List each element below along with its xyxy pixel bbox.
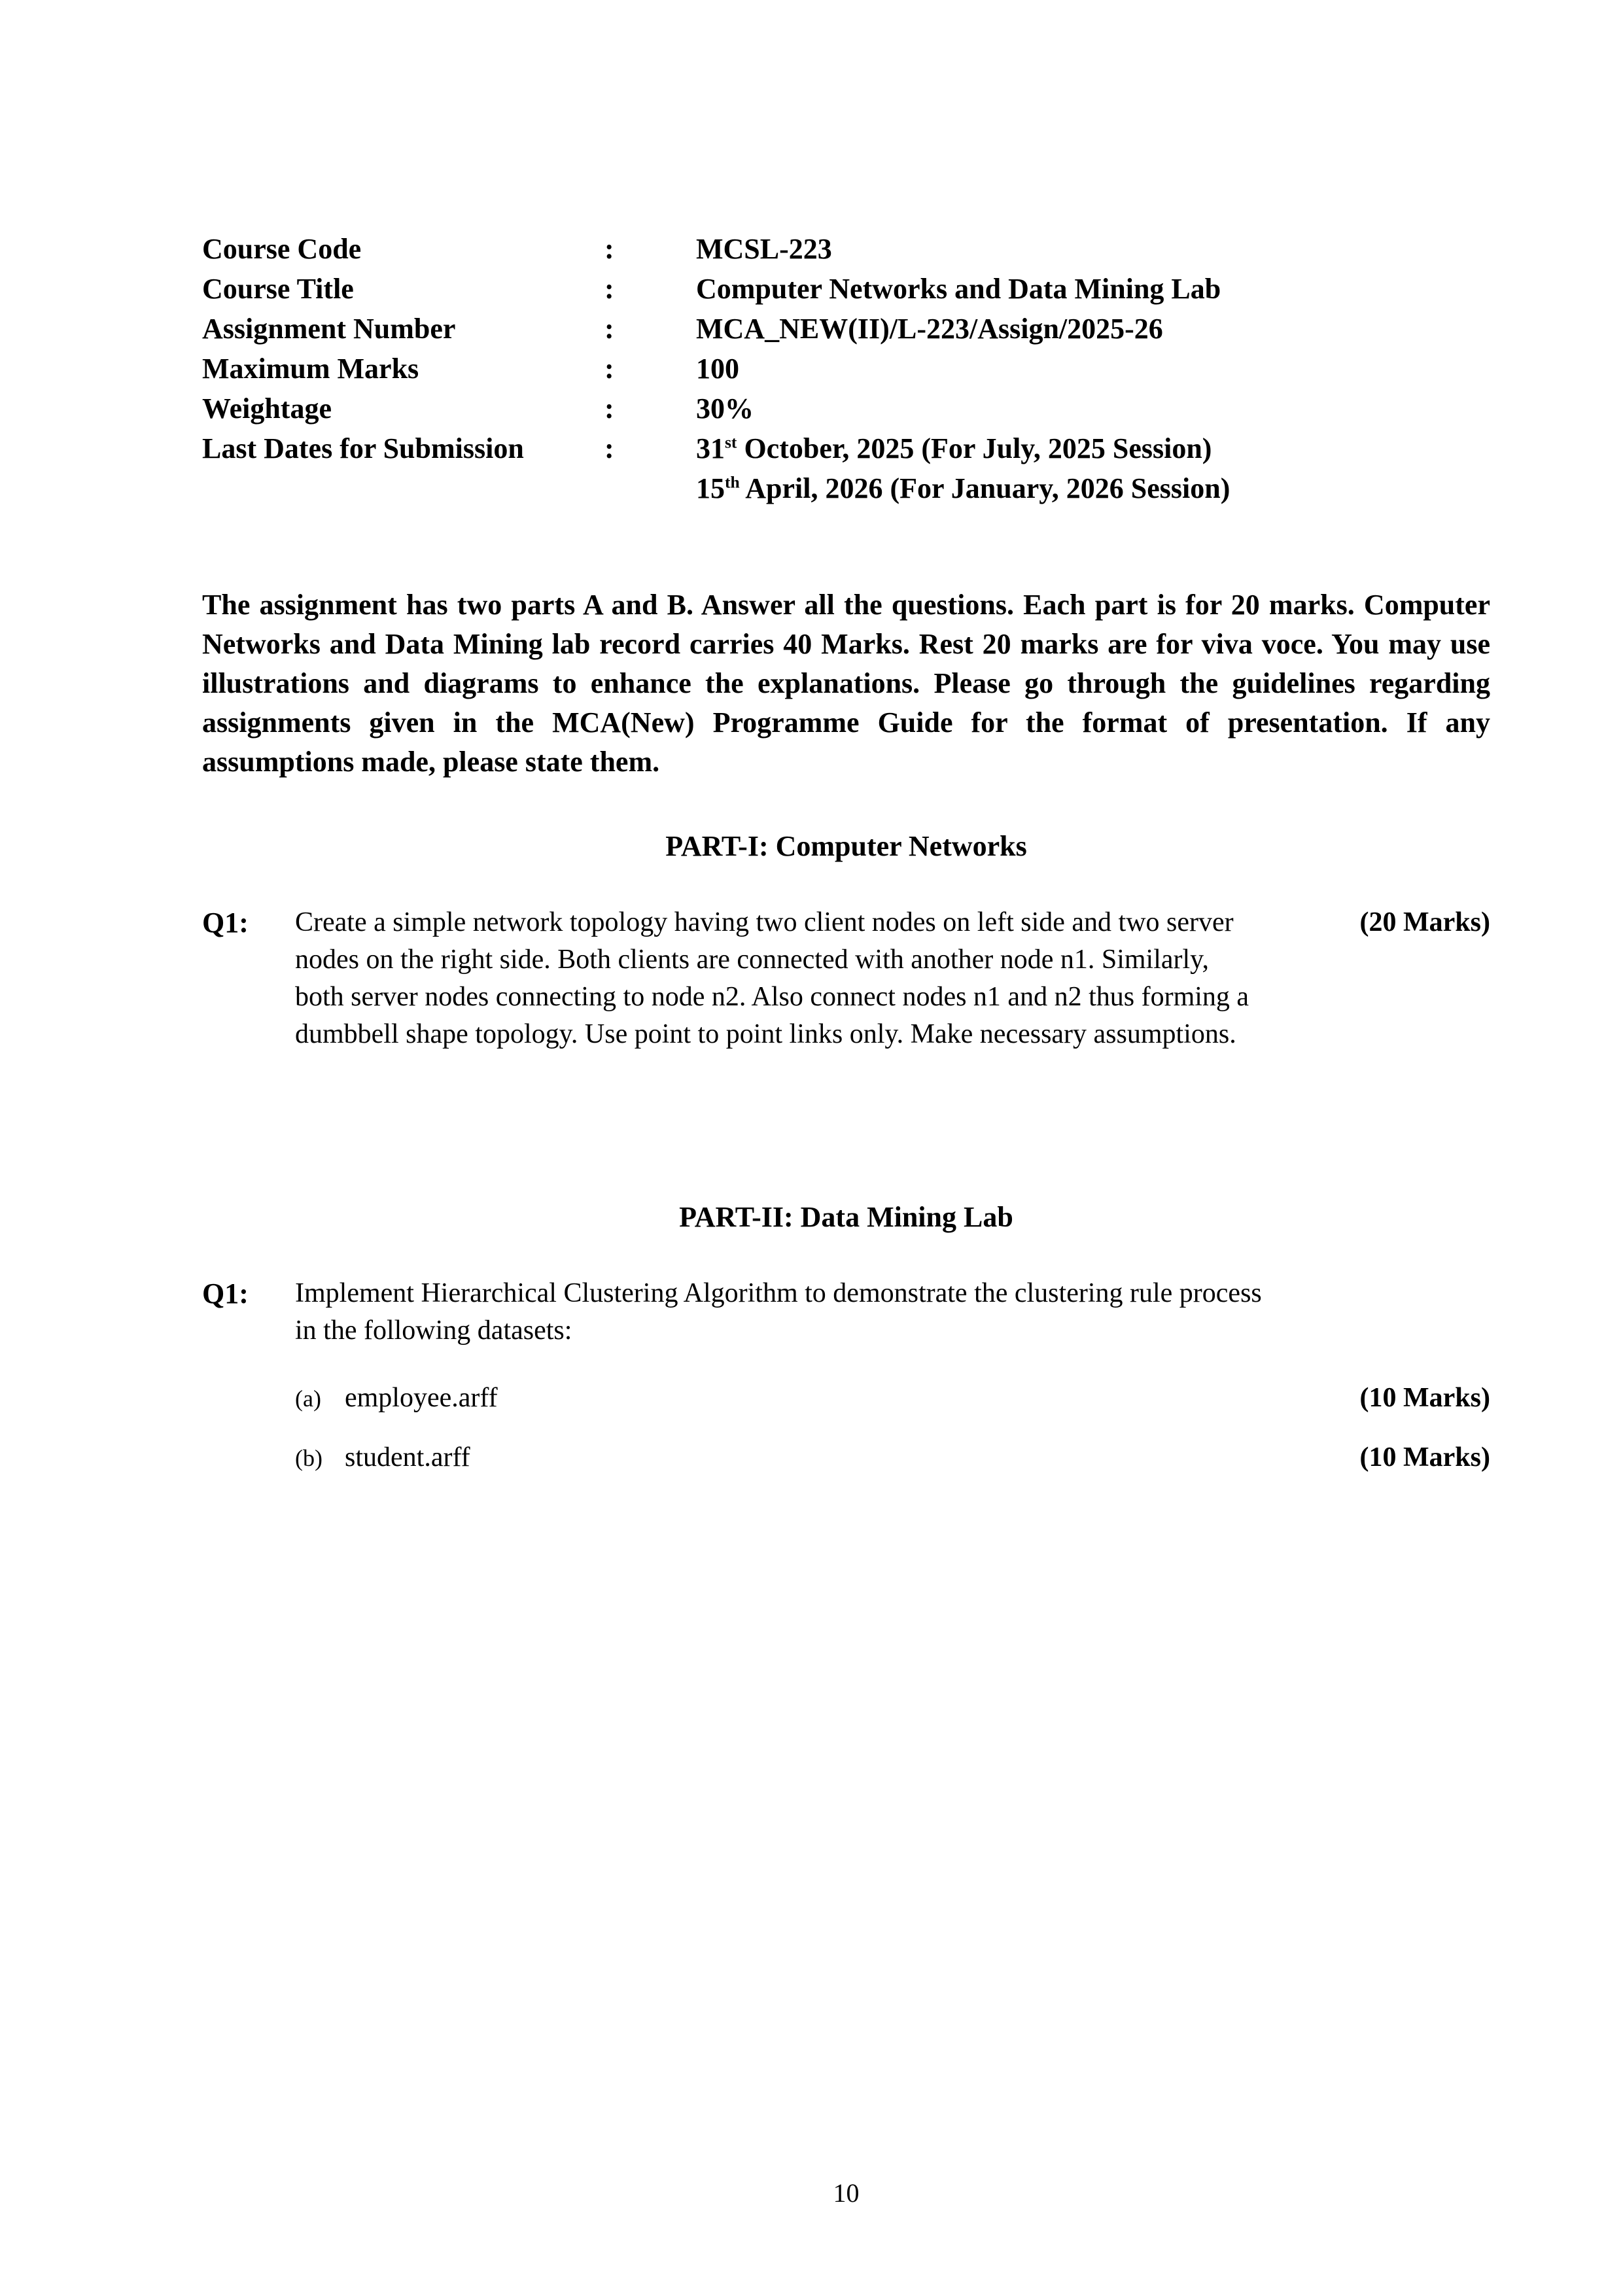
- dataset-item-student: [295, 1439, 1490, 1476]
- header-label: Weightage: [202, 392, 332, 425]
- date-prefix: 15: [696, 472, 725, 504]
- date-ordinal-superscript: st: [725, 432, 737, 452]
- header-colon: :: [604, 353, 614, 385]
- header-value: 30%: [696, 392, 754, 425]
- header-colon-empty: [604, 468, 696, 508]
- header-value: Computer Networks and Data Mining Lab: [696, 273, 1221, 305]
- header-value: 100: [696, 353, 739, 385]
- header-colon: :: [604, 432, 614, 464]
- header-label: Assignment Number: [202, 313, 456, 345]
- header-value: MCA_NEW(II)/L-223/Assign/2025-26: [696, 313, 1163, 345]
- question-text: Create a simple network topology having two client nodes on left side and two server nodes on the right side. Both clients are connected with another node n1. Similarly, both server nodes connecting to node n2. Also connect nodes n1 and n2 thus forming a dumbbell shape topology. Use point to point links only. Make necessary assumptions.: [295, 907, 1249, 1049]
- header-row-maximum-marks: [202, 349, 1490, 389]
- part2-question: [202, 1275, 1490, 1349]
- header-colon: :: [604, 392, 614, 425]
- header-label: Course Code: [202, 233, 362, 265]
- header-row-weightage: [202, 389, 1490, 428]
- item-index: (b): [295, 1445, 323, 1471]
- header-value: MCSL-223: [696, 233, 832, 265]
- dataset-items: [202, 1380, 1490, 1476]
- page-number: 10: [833, 2178, 860, 2208]
- question-marks: (20 Marks): [1359, 907, 1490, 937]
- header-row-last-dates: [202, 428, 1490, 468]
- header-label: Course Title: [202, 273, 354, 305]
- item-name: student.arff: [345, 1442, 470, 1472]
- header-row-course-code: [202, 229, 1490, 269]
- header-label: Maximum Marks: [202, 353, 419, 385]
- item-marks: (10 Marks): [1359, 1383, 1490, 1413]
- question-label: Q1:: [202, 1278, 249, 1310]
- header-colon: :: [604, 313, 614, 345]
- header-label-empty: [202, 468, 604, 508]
- item-marks: (10 Marks): [1359, 1442, 1490, 1472]
- header-colon: :: [604, 233, 614, 265]
- part1-heading: PART-I: Computer Networks: [665, 830, 1027, 862]
- dataset-item-employee: [295, 1380, 1490, 1417]
- header-colon: :: [604, 273, 614, 305]
- course-header-block: [202, 229, 1490, 508]
- header-label: Last Dates for Submission: [202, 432, 524, 464]
- part2-heading: PART-II: Data Mining Lab: [679, 1201, 1013, 1233]
- assignment-instructions-paragraph: The assignment has two parts A and B. Answer all the questions. Each part is for 20 marks. Computer Networks and Data Mining lab record carries 40 Marks. Rest 20 marks are for viva voce. You may use illustrations and diagrams to enhance the explanations. Please go through the guidelines regarding assignments given in the MCA(New) Programme Guide for the format of presentation. If any assumptions made, please state them.: [202, 589, 1490, 778]
- date-prefix: 31: [696, 432, 725, 464]
- question-text: Implement Hierarchical Clustering Algorithm to demonstrate the clustering rule process in the following datasets:: [295, 1278, 1262, 1346]
- date-rest: April, 2026 (For January, 2026 Session): [739, 472, 1230, 504]
- item-name: employee.arff: [345, 1383, 498, 1413]
- question-label: Q1:: [202, 907, 249, 939]
- item-index: (a): [295, 1385, 321, 1412]
- header-row-last-dates-continued: [202, 468, 1490, 508]
- submission-date-line-1: [696, 428, 1490, 468]
- date-rest: October, 2025 (For July, 2025 Session): [737, 432, 1212, 464]
- header-row-assignment-number: [202, 309, 1490, 349]
- submission-date-line-2: [696, 468, 1490, 508]
- header-row-course-title: [202, 269, 1490, 309]
- date-ordinal-superscript: th: [725, 472, 740, 492]
- part1-question: [202, 904, 1490, 1053]
